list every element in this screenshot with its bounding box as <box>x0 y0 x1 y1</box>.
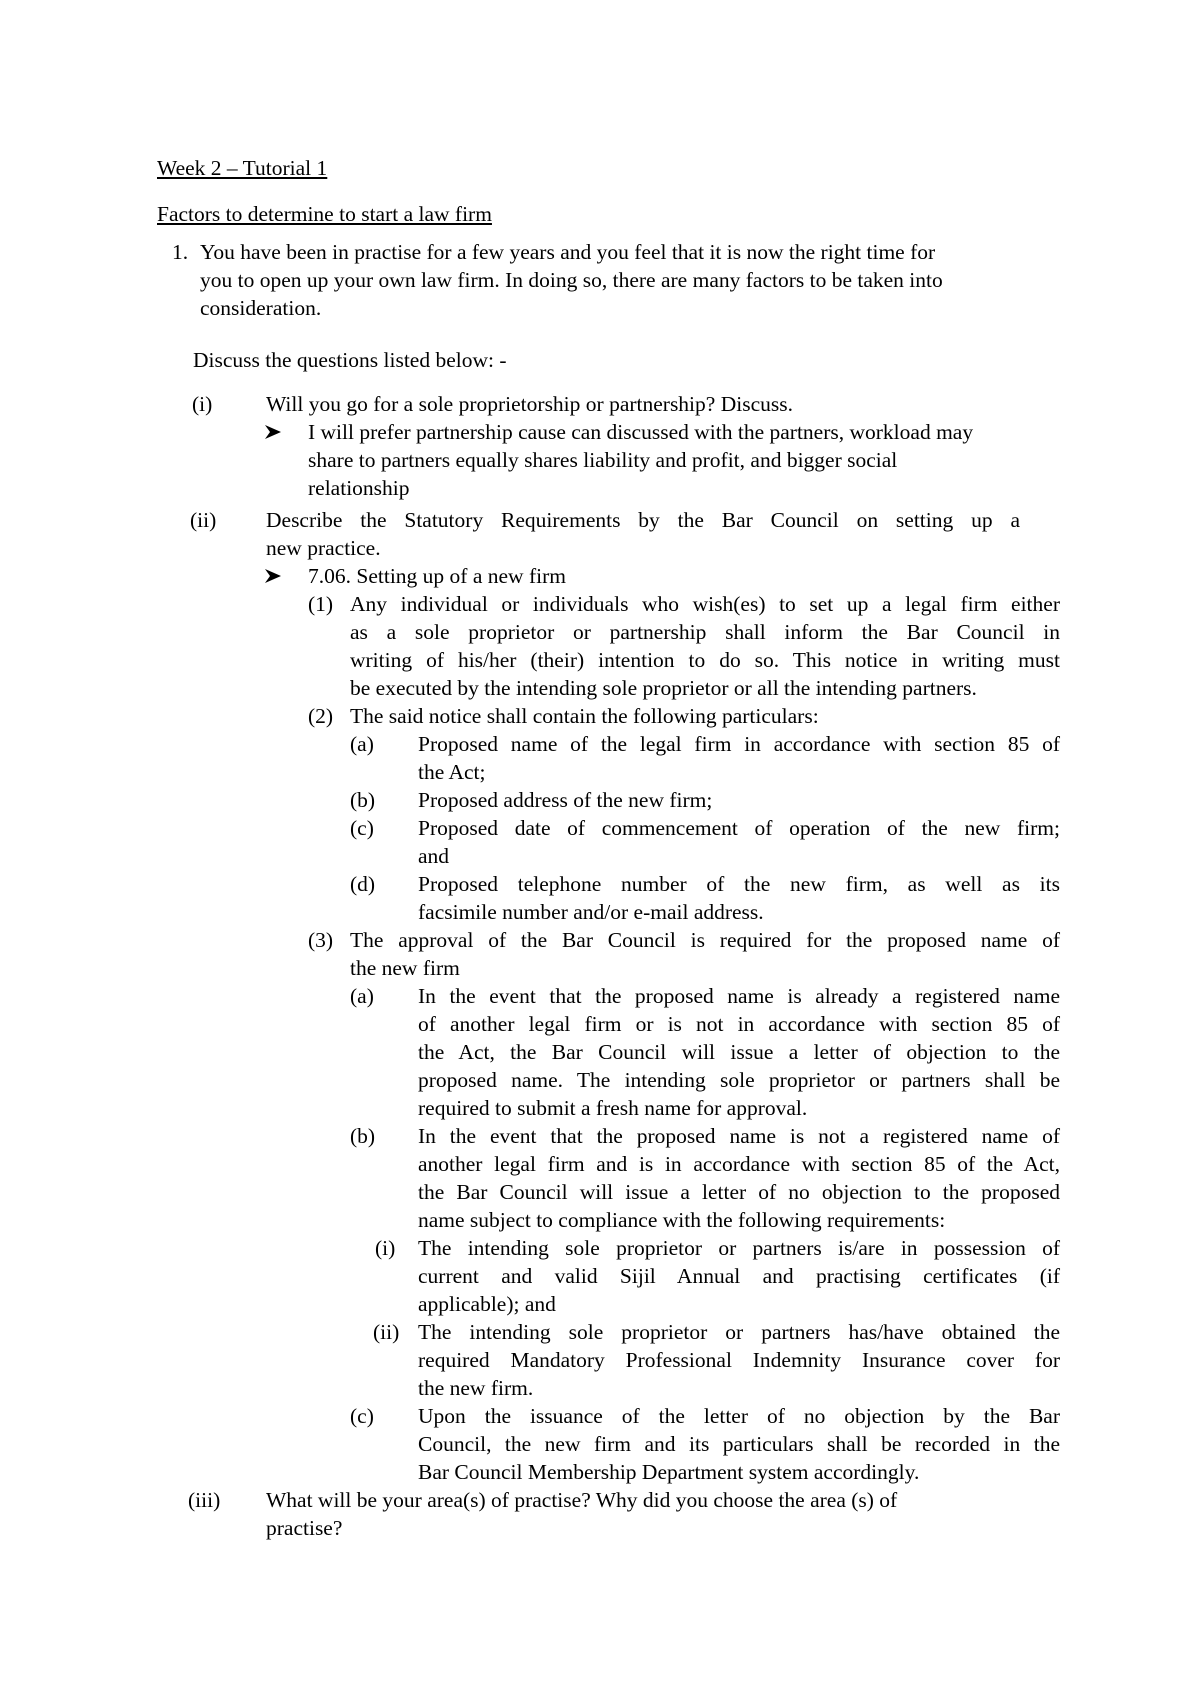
subitem-line: current and valid Sijil Annual and practising certificates (if <box>418 1264 1060 1288</box>
paragraph-line: The approval of the Bar Council is required for the proposed name of <box>350 928 1060 952</box>
paragraph-number: (2) <box>308 704 334 728</box>
item-line: Proposed address of the new firm; <box>418 788 713 812</box>
paragraph-number: (3) <box>308 928 334 952</box>
item-line: In the event that the proposed name is not a registered name of <box>418 1124 1060 1148</box>
subitem-number: (i) <box>375 1236 396 1260</box>
item-line: facsimile number and/or e-mail address. <box>418 900 764 924</box>
item-line: the Act, the Bar Council will issue a letter of objection to the <box>418 1040 1060 1064</box>
rule-title: 7.06. Setting up of a new firm <box>308 564 566 588</box>
item-line: the Bar Council will issue a letter of no objection to the proposed <box>418 1180 1060 1204</box>
paragraph-number: (1) <box>308 592 334 616</box>
question-intro: Discuss the questions listed below: - <box>193 348 507 372</box>
subquestion-text: practise? <box>266 1516 343 1540</box>
paragraph-line: the new firm <box>350 956 460 980</box>
item-number: (d) <box>350 872 376 896</box>
subitem-line: The intending sole proprietor or partners is/are in possession of <box>418 1236 1060 1260</box>
item-line: Proposed telephone number of the new firm, as well as its <box>418 872 1060 896</box>
paragraph-line: Any individual or individuals who wish(es) to set up a legal firm either <box>350 592 1060 616</box>
subitem-line: the new firm. <box>418 1376 534 1400</box>
item-line: another legal firm and is in accordance with section 85 of the Act, <box>418 1152 1060 1176</box>
subitem-line: The intending sole proprietor or partners has/have obtained the <box>418 1320 1060 1344</box>
paragraph-line: The said notice shall contain the following particulars: <box>350 704 819 728</box>
item-line: the Act; <box>418 760 486 784</box>
answer-line: I will prefer partnership cause can discussed with the partners, workload may <box>308 420 974 444</box>
item-line: name subject to compliance with the following requirements: <box>418 1208 946 1232</box>
subitem-line: applicable); and <box>418 1292 556 1316</box>
item-line: proposed name. The intending sole proprietor or partners shall be <box>418 1068 1060 1092</box>
subquestion-number: (iii) <box>188 1488 221 1512</box>
item-line: Upon the issuance of the letter of no objection by the Bar <box>418 1404 1060 1428</box>
item-line: Bar Council Membership Department system accordingly. <box>418 1460 920 1484</box>
subquestion-text: Will you go for a sole proprietorship or partnership? Discuss. <box>266 392 793 416</box>
item-number: (a) <box>350 732 374 756</box>
question-number: 1. <box>172 240 189 264</box>
item-line: and <box>418 844 450 868</box>
arrow-bullet-icon <box>265 418 287 446</box>
answer-line: relationship <box>308 476 410 500</box>
item-number: (a) <box>350 984 374 1008</box>
paragraph-line: be executed by the intending sole proprietor or all the intending partners. <box>350 676 977 700</box>
topic-heading: Factors to determine to start a law firm <box>157 202 492 226</box>
question-text-line: You have been in practise for a few years and you feel that it is now the right time for <box>200 240 936 264</box>
arrow-bullet-icon <box>265 562 287 590</box>
item-number: (c) <box>350 1404 374 1428</box>
answer-line: share to partners equally shares liability and profit, and bigger social <box>308 448 898 472</box>
week-heading: Week 2 – Tutorial 1 <box>157 156 328 180</box>
item-line: Proposed name of the legal firm in accordance with section 85 of <box>418 732 1060 756</box>
subquestion-text: What will be your area(s) of practise? Why did you choose the area (s) of <box>266 1488 898 1512</box>
subquestion-number: (ii) <box>190 508 217 532</box>
question-text-line: you to open up your own law firm. In doing so, there are many factors to be taken into <box>200 268 943 292</box>
paragraph-line: writing of his/her (their) intention to do so. This notice in writing must <box>350 648 1060 672</box>
item-number: (b) <box>350 788 376 812</box>
subquestion-text: Describe the Statutory Requirements by the Bar Council on setting up a <box>266 508 1020 532</box>
item-line: Proposed date of commencement of operation of the new firm; <box>418 816 1060 840</box>
item-number: (b) <box>350 1124 376 1148</box>
item-line: required to submit a fresh name for approval. <box>418 1096 808 1120</box>
subitem-number: (ii) <box>373 1320 400 1344</box>
subquestion-text: new practice. <box>266 536 381 560</box>
subquestion-number: (i) <box>192 392 213 416</box>
item-number: (c) <box>350 816 374 840</box>
item-line: of another legal firm or is not in accordance with section 85 of <box>418 1012 1060 1036</box>
item-line: In the event that the proposed name is already a registered name <box>418 984 1060 1008</box>
question-text-line: consideration. <box>200 296 322 320</box>
item-line: Council, the new firm and its particulars shall be recorded in the <box>418 1432 1060 1456</box>
paragraph-line: as a sole proprietor or partnership shall inform the Bar Council in <box>350 620 1060 644</box>
subitem-line: required Mandatory Professional Indemnity Insurance cover for <box>418 1348 1060 1372</box>
